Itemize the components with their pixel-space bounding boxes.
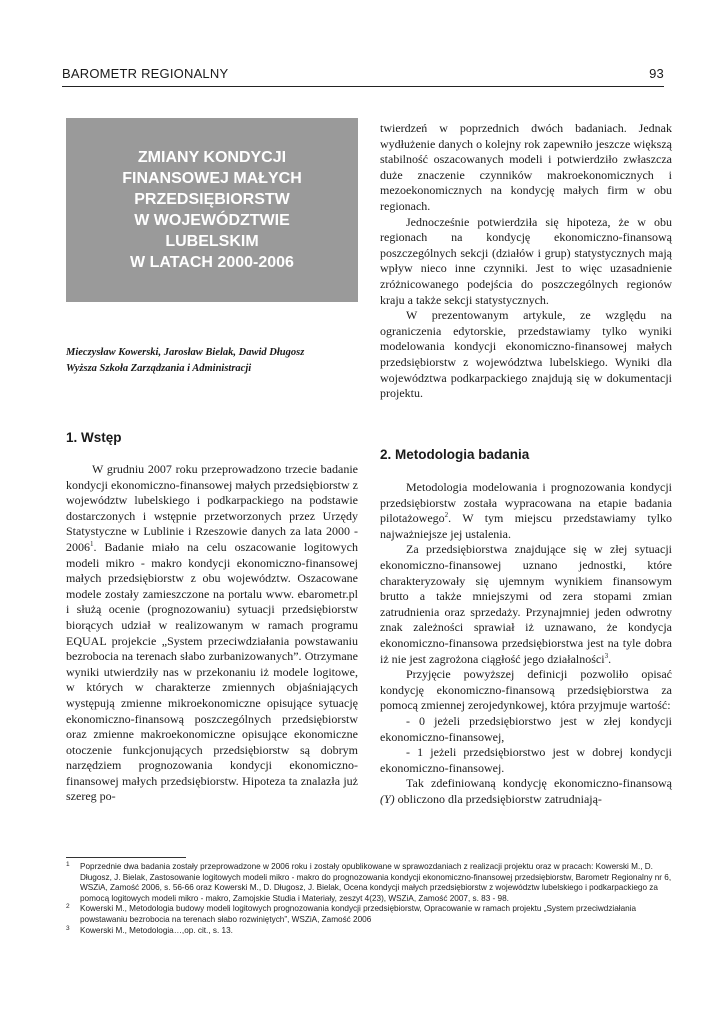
title-line: FINANSOWEJ MAŁYCH [122, 170, 302, 187]
paragraph: Za przedsiębiorstwa znajdujące się w złej sytuacji ekonomiczno-finansowej uznano jednostki, które charakteryzowały się ujemnym wynikiem finansowym brutto a także mniejszymi od zera stopami zmian zatrudnienia oraz sprzedaży. Przynajmniej jeden odwrotny znak zależności sprawiał iż uznawano, że kondycja ekonomiczno-finansowa przedsiębiorstwa jest na tyle dobra iż nie jest zagrożona ciągłość jego działalności$^3$. [380, 542, 672, 666]
author-block [66, 345, 366, 377]
footnote [66, 862, 672, 904]
article-title-box [66, 118, 358, 302]
affiliation: Wyższa Szkoła Zarządzania i Administracji [66, 363, 252, 374]
variable-y: (Y) [380, 791, 395, 806]
title-line: PRZEDSIĘBIORSTW [134, 191, 290, 208]
right-column-bottom [380, 480, 672, 807]
footnote-divider [66, 857, 186, 858]
paragraph: Tak zdefiniowaną kondycję ekonomiczno-finansową (Y) obliczono dla przedsiębiorstw zatrudniają- [380, 776, 672, 806]
footnote-mark: 3 [66, 924, 70, 932]
paragraph: W prezentowanym artykule, ze względu na ograniczenia edytorskie, przedstawiamy tylko wyniki modelowania kondycji ekonomiczno-finansowej małych przedsiębiorstw z województwa lubelskiego. Wyniki dla województwa podkarpackiego znajdują się w dokumentacji projektu. [380, 308, 672, 401]
title-line: LUBELSKIM [165, 233, 259, 250]
paragraph: twierdzeń w poprzednich dwóch badaniach. Jednak wydłużenie danych o kolejny rok zapewniło jeszcze większą stabilność oszacowanych modeli i potwierdziło zwłaszcza duże znaczenie czynników makroekonomicznych i mezoekonomicznych na kondycję małych firm w obu regionach. [380, 121, 672, 213]
section-heading-introduction: 1. Wstęp [66, 430, 122, 445]
paragraph: W grudniu 2007 roku przeprowadzono trzecie badanie kondycji ekonomiczno-finansowej małych przedsiębiorstw z województw lubelskiego i podkarpackiego na podstawie dostarczonych i wstępnie przetworzonych przez Urzędy Statystyczne w Lublinie i Rzeszowie danych za lata 2000 - 2006$^1$. Badanie miało na celu oszacowanie logitowych modeli mikro - makro kondycji ekonomiczno-finansowej małych przedsiębiorstw z obu województw. Oszacowane modele zostały zamieszczone na portalu www. ebarometr.pl i służą ocenie (prognozowaniu) sytuacji przedsiębiorstw biorących udział w realizowanym w ramach programu EQUAL projekcie „System przeciwdziałania powstawaniu bezrobocia na terenach słabo zurbanizowanych”. Otrzymane wyniki utwierdziły nas w przekonaniu iż modele logitowe, w których w charakterze zmiennych objaśniających występują zmienne mikroekonomiczne opisujące sytuację ekonomiczno-finansową poszczególnych przedsiębiorstw oraz zmienne makroekonomiczne opisujące ekonomiczne otoczenie funkcjonujących przedsiębiorstw są dobrym narzędziem prognozowania kondycji ekonomiczno-finansowej małych przedsiębiorstw. Hipoteza ta znalazła już szereg po- [66, 462, 358, 804]
left-column [66, 462, 358, 805]
footnote-ref[interactable]: 2 [444, 511, 449, 520]
footnote-mark: 2 [66, 903, 70, 911]
authors: Mieczysław Kowerski, Jarosław Bielak, Dawid Długosz [66, 347, 305, 358]
footnote-ref[interactable]: 1 [90, 539, 94, 548]
list-item: - 1 jeżeli przedsiębiorstwo jest w dobrej kondycji ekonomiczno-finansowej. [380, 745, 672, 775]
footnotes [66, 862, 672, 936]
list-item: - 0 jeżeli przedsiębiorstwo jest w złej kondycji ekonomiczno-finansowej, [380, 713, 672, 744]
running-header [62, 64, 664, 87]
right-column-top [380, 121, 672, 402]
footnote-ref[interactable]: 3 [604, 651, 609, 660]
page-number: 93 [649, 66, 664, 81]
footnote-text: Kowerski M., Metodologia budowy modeli logitowych prognozowania kondycji przedsiębiorstw, Opracowanie w ramach projektu „System przeciwdziałania powstawaniu bezrobocia na terenach słabo rozwiniętych”, WSZiA, Zamość 2006 [80, 904, 637, 924]
journal-name: BAROMETR REGIONALNY [62, 66, 229, 81]
title-line: W LATACH 2000-2006 [130, 254, 294, 271]
paragraph: Jednocześnie potwierdziła się hipoteza, że w obu regionach na kondycję ekonomiczno-finansową poszczególnych sekcji (działów i grup) statystycznych mają wpływ nieco inne czynniki. Jest to więc uzasadnienie zróżnicowanego podejścia do poszczególnych regionów kraju a także sekcji statystycznych. [380, 214, 672, 307]
paragraph: Przyjęcie powyższej definicji pozwoliło opisać kondycję ekonomiczno-finansową przedsiębiorstwa za pomocą zmiennej zerojedynkowej, która przyjmuje wartość: [380, 667, 672, 713]
paragraph: Metodologia modelowania i prognozowania kondycji przedsiębiorstw została wypracowana na etapie badania pilotażowego$^2$. W tym miejscu przedstawiamy tylko najważniejsze jej ustalenia. [380, 480, 672, 541]
footnote [66, 926, 672, 937]
title-line: W WOJEWÓDZTWIE [134, 212, 290, 229]
footnote-text: Poprzednie dwa badania zostały przeprowadzone w 2006 roku i zostały opublikowane w sprawozdaniach z realizacji projektu oraz w pracach: Kowerski M., D. Długosz, J. Bielak, Zastosowanie logitowych modeli mikro - makro do prognozowania kondycji ekonomiczno-finansowej przedsiębiorstw, Barometr Regionalny nr 6, WSZiA, Zamość 2006, s. 56-66 oraz Kowerski M., D. Długosz, J. Bielak, Ocena kondycji małych przedsiębiorstw z województw lubelskiego i podkarpackiego za pomocą logitowych modeli mikro - makro, Zamojskie Studia i Materiały, zeszyt 4(23), WSZiA, Zamość 2007, s. 83 - 98. [80, 862, 672, 903]
section-heading-methodology: 2. Metodologia badania [380, 447, 530, 462]
footnote [66, 904, 672, 925]
footnote-mark: 1 [66, 861, 70, 868]
article-title [122, 147, 302, 273]
footnote-text: Kowerski M., Metodologia…,op. cit., s. 13. [80, 925, 233, 935]
title-line: ZMIANY KONDYCJI [137, 149, 287, 166]
